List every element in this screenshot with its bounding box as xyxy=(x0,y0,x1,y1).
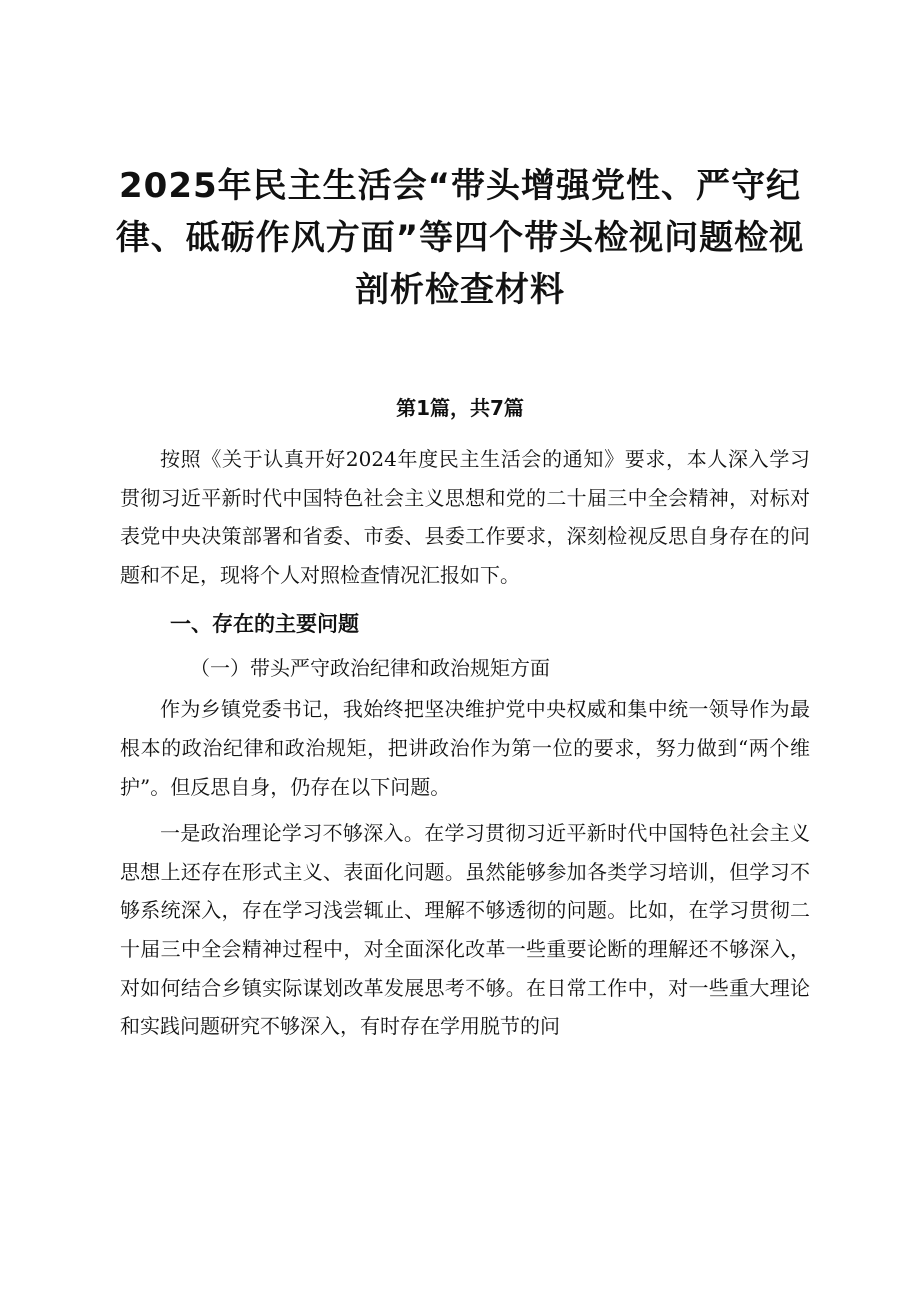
body-paragraph-1: 作为乡镇党委书记，我始终把坚决维护党中央权威和集中统一领导作为最根本的政治纪律和政治规矩，把讲政治作为第一位的要求，努力做到“两个维护”。但反思自身，仍存在以下问题。 xyxy=(120,697,810,799)
spacer xyxy=(120,806,810,814)
spacer xyxy=(120,594,810,602)
intro-paragraph: 按照《关于认真开好2024年度民主生活会的通知》要求，本人深入学习贯彻习近平新时代中国特色社会主义思想和党的二十届三中全会精神，对标对表党中央决策部署和省委、市委、县委工作要求，深刻检视反思自身存在的问题和不足，现将个人对照检查情况汇报如下。 xyxy=(120,447,810,587)
section-heading: 一、存在的主要问题 xyxy=(170,612,359,637)
document-title: 2025年民主生活会“带头增强党性、严守纪律、砥砺作风方面”等四个带头检视问题检视剖析检查材料 xyxy=(115,166,805,310)
body-paragraph-2: 一是政治理论学习不够深入。在学习贯彻习近平新时代中国特色社会主义思想上还存在形式主义、表面化问题。虽然能够参加各类学习培训，但学习不够系统深入，存在学习浅尝辄止、理解不够透彻的问题。比如，在学习贯彻二十届三中全会精神过程中，对全面深化改革一些重要论断的理解还不够深入，对如何结合乡镇实际谋划改革发展思考不够。在日常工作中，对一些重大理论和实践问题研究不够深入，有时存在学用脱节的问 xyxy=(120,821,810,1039)
subsection-heading: （一）带头严守政治纪律和政治规矩方面 xyxy=(190,656,550,681)
document-body xyxy=(120,440,810,1046)
part-label: 第1篇，共7篇 xyxy=(396,396,524,420)
